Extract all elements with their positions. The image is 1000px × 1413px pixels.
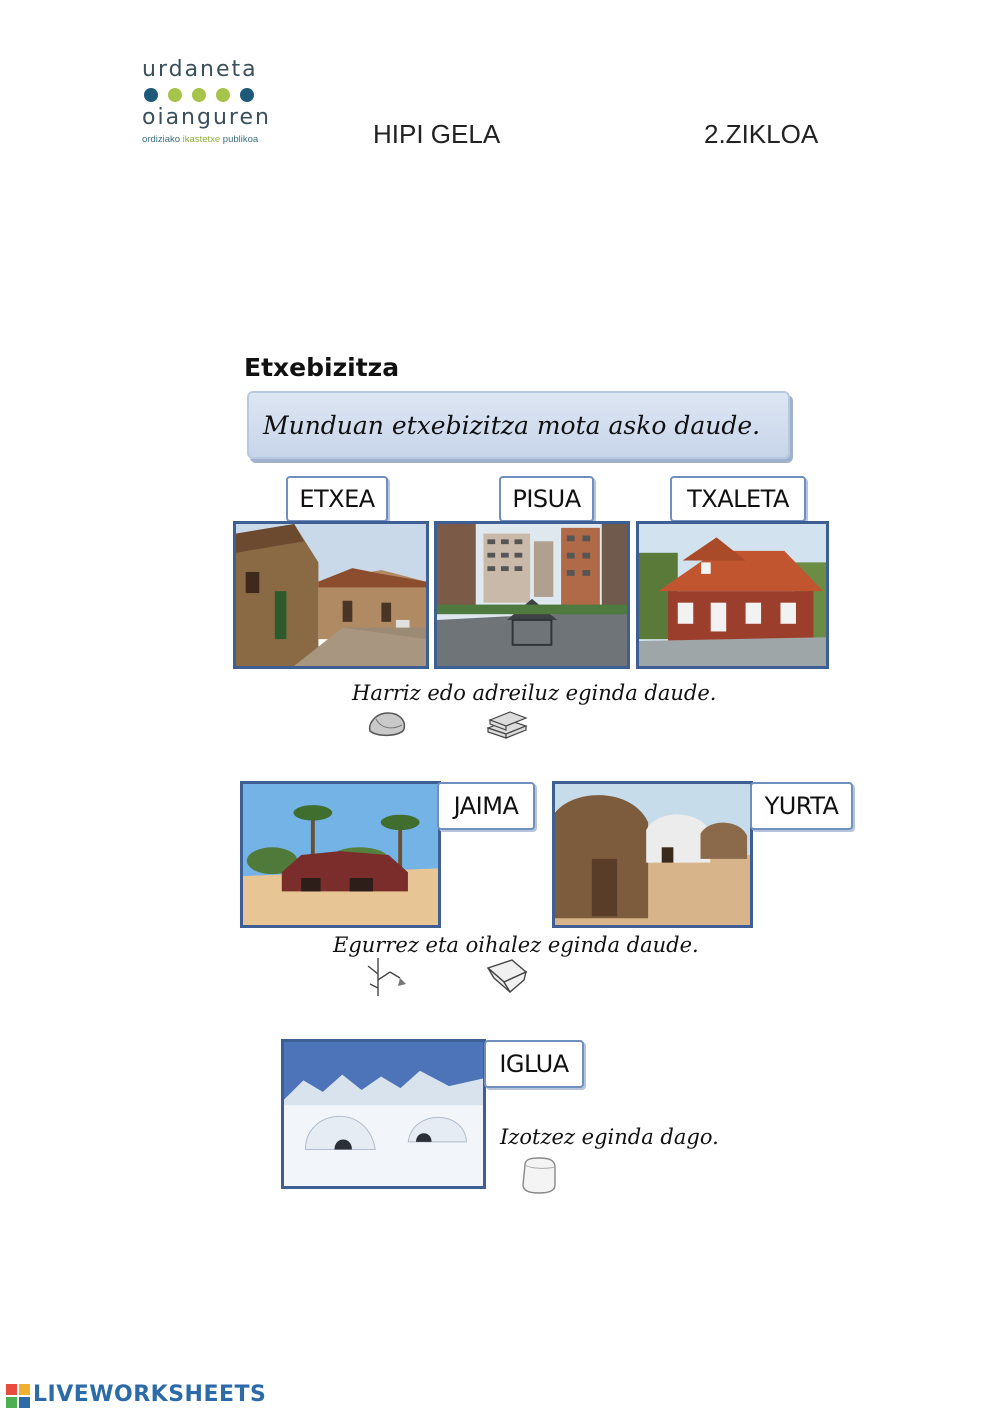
logo-sub-3: publikoa bbox=[220, 134, 259, 145]
liveworksheets-logo-icon bbox=[6, 1384, 30, 1408]
class-name: HIPI GELA bbox=[373, 119, 501, 149]
section-title: Etxebizitza bbox=[244, 353, 400, 382]
label-iglua: IGLUA bbox=[484, 1040, 584, 1088]
logo-dots bbox=[144, 88, 254, 102]
logo-dot bbox=[144, 88, 158, 102]
label-txaleta: TXALETA bbox=[670, 476, 806, 522]
ice-cube-icon bbox=[519, 1155, 559, 1195]
logo-word-bottom: oianguren bbox=[142, 105, 271, 130]
logo-dot bbox=[168, 88, 182, 102]
logo-word-top: urdaneta bbox=[142, 57, 258, 82]
photo-yurta bbox=[552, 781, 753, 928]
logo-dot bbox=[192, 88, 206, 102]
fabric-roll-icon bbox=[484, 956, 530, 996]
logo-dot bbox=[240, 88, 254, 102]
caption-ice: Izotzez eginda dago. bbox=[500, 1125, 719, 1149]
logo-dot bbox=[216, 88, 230, 102]
school-logo bbox=[142, 58, 282, 148]
wood-branch-icon bbox=[364, 956, 408, 998]
label-jaima: JAIMA bbox=[437, 782, 535, 830]
logo-subtitle bbox=[142, 134, 258, 145]
caption-stone-brick: Harriz edo adreiluz eginda daude. bbox=[352, 681, 717, 705]
photo-jaima bbox=[240, 781, 441, 928]
photo-pisua bbox=[434, 521, 630, 669]
bricks-icon bbox=[486, 708, 528, 740]
intro-sentence: Munduan etxebizitza mota asko daude. bbox=[263, 410, 761, 440]
logo-sub-1: ordiziako bbox=[142, 134, 183, 145]
cycle-name: 2.ZIKLOA bbox=[704, 119, 819, 149]
stone-icon bbox=[366, 709, 408, 739]
photo-etxea bbox=[233, 521, 429, 669]
label-etxea: ETXEA bbox=[286, 476, 388, 522]
label-pisua: PISUA bbox=[499, 476, 594, 522]
label-yurta: YURTA bbox=[750, 782, 853, 830]
footer-brand: LIVEWORKSHEETS bbox=[33, 1382, 267, 1407]
photo-iglua bbox=[281, 1039, 486, 1189]
logo-sub-2: ikastetxe bbox=[182, 134, 221, 145]
photo-txaleta bbox=[636, 521, 829, 669]
intro-box bbox=[247, 391, 790, 459]
caption-wood-fabric: Egurrez eta oihalez eginda daude. bbox=[333, 933, 699, 957]
